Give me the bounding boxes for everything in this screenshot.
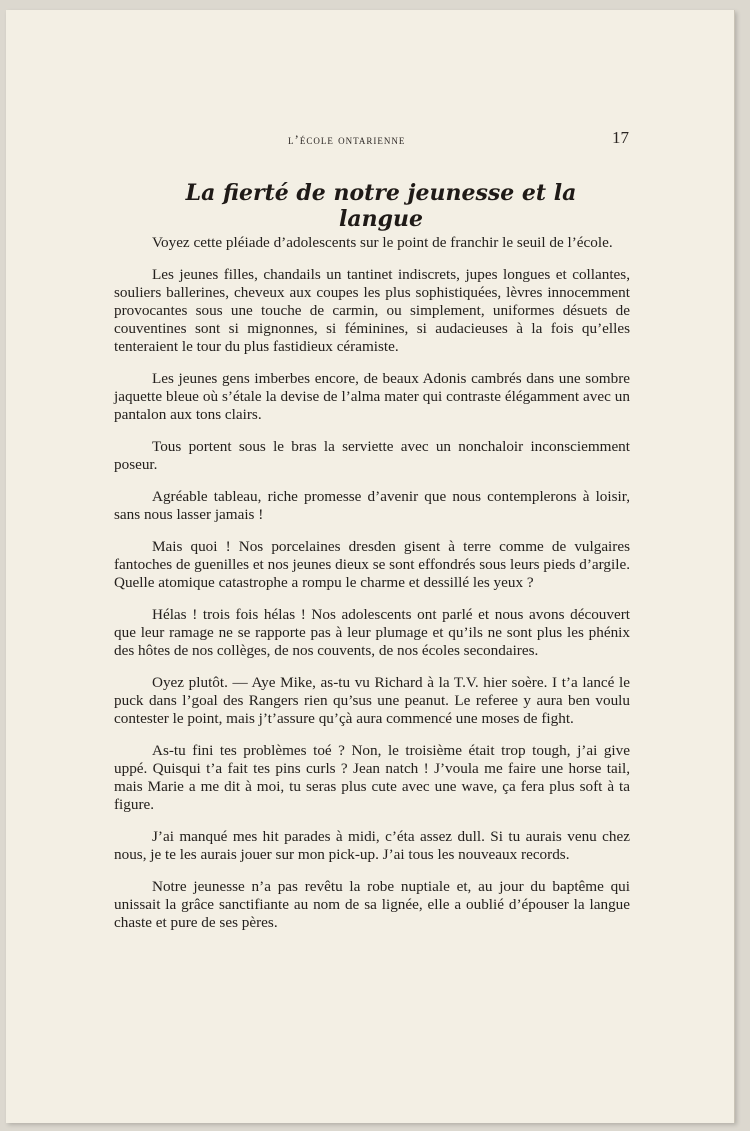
article-title: La fierté de notre jeunesse et la langue: [185, 180, 577, 232]
paragraph: Les jeunes filles, chandails un tantinet indiscrets, jupes longues et collantes, souliers ballerines, cheveux aux coupes les plus sophistiquées, lèvres innocemment provocantes sous une touche de carmin, ou simplement, uniformes désuets de couventines sont si mignonnes, si féminines, si audacieuses à la fois qu’elles tenteraient le tour du plus fastidieux céramiste.: [114, 266, 630, 355]
paragraph: Mais quoi ! Nos porcelaines dresden gisent à terre comme de vulgaires fantoches de guenilles et nos jeunes dieux se sont effondrés sous leurs pieds d’argile. Quelle atomique catastrophe a rompu le charme et dessillé les yeux ?: [114, 538, 630, 591]
page-number: 17: [612, 128, 629, 147]
page-header: [6, 116, 734, 156]
paragraph: As-tu fini tes problèmes toé ? Non, le troisième était trop tough, j’ai give uppé. Quisqui t’a fait tes pins curls ? Jean natch ! J’voula me faire une horse tail, mais Marie a me dit à moi, tu seras plus cute avec une wave, ça fera plus soft à ta figure.: [114, 742, 630, 813]
paragraph: Les jeunes gens imberbes encore, de beaux Adonis cambrés dans une sombre jaquette bleue où s’étale la devise de l’alma mater qui contraste élégamment avec un pantalon aux tons clairs.: [114, 370, 630, 423]
paragraph: Voyez cette pléiade d’adolescents sur le point de franchir le seuil de l’école.: [152, 234, 613, 251]
running-head: l’école ontarienne: [288, 132, 406, 147]
paragraph: Agréable tableau, riche promesse d’avenir que nous contemplerons à loisir, sans nous lasser jamais !: [114, 488, 630, 523]
document-page: [6, 10, 735, 1123]
paragraph: Tous portent sous le bras la serviette avec un nonchaloir inconsciemment poseur.: [114, 438, 630, 473]
paragraph: Notre jeunesse n’a pas revêtu la robe nuptiale et, au jour du baptême qui unissait la grâce sanctifiante au nom de sa lignée, elle a oublié d’épouser la langue chaste et pure de ses pères.: [114, 878, 630, 931]
paragraph: J’ai manqué mes hit parades à midi, c’éta assez dull. Si tu aurais venu chez nous, je te les aurais jouer sur mon pick-up. J’ai tous les nouveaux records.: [114, 828, 630, 863]
paragraph: Oyez plutôt. — Aye Mike, as-tu vu Richard à la T.V. hier soère. I t’a lancé le puck dans l’goal des Rangers rien qu’sus une peanut. Le referee y aura ben voulu contester le point, mais j’t’assure qu’çà aura commencé une moses de fight.: [114, 674, 630, 727]
paragraph: Hélas ! trois fois hélas ! Nos adolescents ont parlé et nous avons découvert que leur ramage ne se rapporte pas à leur plumage et qu’ils ne sont plus les phénix des hôtes de nos collèges, de nos couvents, de nos écoles secondaires.: [114, 606, 630, 659]
article-body: [114, 234, 630, 946]
